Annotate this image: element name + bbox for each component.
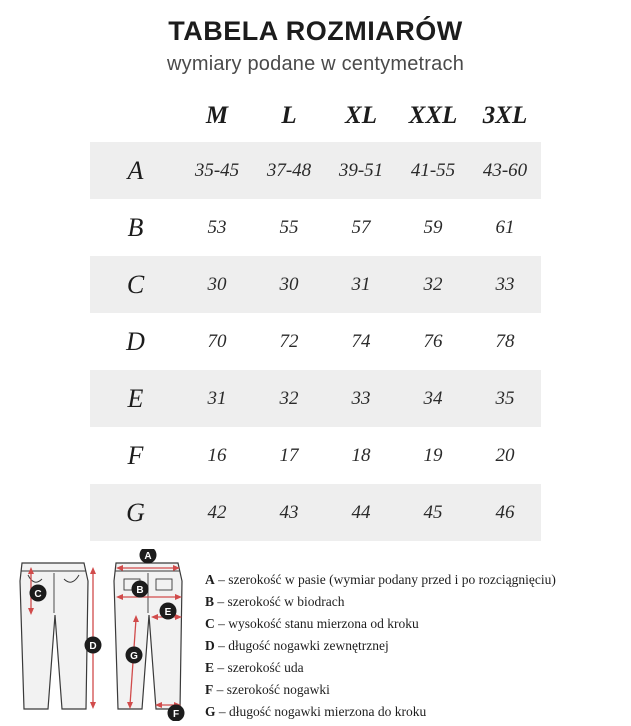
size-table	[90, 90, 541, 541]
column-header-l: L	[253, 90, 325, 142]
cell-b-xl: 57	[325, 199, 397, 256]
column-header-m: M	[181, 90, 253, 142]
cell-a-m: 35-45	[181, 142, 253, 199]
page-title: TABELA ROZMIARÓW	[168, 16, 463, 46]
legend-text-f: – szerokość nogawki	[216, 682, 330, 698]
cell-c-xxl: 32	[397, 256, 469, 313]
cell-g-m: 42	[181, 484, 253, 541]
cell-a-xl: 39-51	[325, 142, 397, 199]
size-table-wrapper	[0, 90, 631, 541]
cell-e-m: 31	[181, 370, 253, 427]
marker-d	[85, 637, 102, 654]
svg-text:E: E	[164, 607, 172, 619]
table-row	[90, 370, 541, 427]
cell-e-3xl: 35	[469, 370, 541, 427]
legend-key-g: G	[205, 704, 216, 720]
cell-c-m: 30	[181, 256, 253, 313]
legend-text-a: – szerokość w pasie (wymiar podany przed i po rozciągnięciu)	[218, 572, 556, 588]
row-label-b: B	[90, 199, 181, 256]
cell-e-xxl: 34	[397, 370, 469, 427]
cell-b-l: 55	[253, 199, 325, 256]
cell-d-xl: 74	[325, 313, 397, 370]
cell-g-3xl: 46	[469, 484, 541, 541]
row-label-a: A	[90, 142, 181, 199]
svg-text:C: C	[34, 589, 42, 601]
cell-b-m: 53	[181, 199, 253, 256]
table-row	[90, 199, 541, 256]
svg-text:F: F	[172, 709, 180, 721]
marker-c	[30, 585, 47, 602]
cell-f-xl: 18	[325, 427, 397, 484]
cell-d-3xl: 78	[469, 313, 541, 370]
table-header-row	[90, 90, 541, 142]
row-label-e: E	[90, 370, 181, 427]
legend-item-g	[205, 701, 625, 723]
svg-text:D: D	[89, 641, 97, 653]
row-label-g: G	[90, 484, 181, 541]
trousers-front-view	[20, 563, 96, 709]
cell-b-3xl: 61	[469, 199, 541, 256]
header	[0, 0, 631, 76]
cell-d-xxl: 76	[397, 313, 469, 370]
column-header-xxl: XXL	[397, 90, 469, 142]
table-header	[90, 90, 541, 142]
table-row	[90, 484, 541, 541]
cell-b-xxl: 59	[397, 199, 469, 256]
cell-e-xl: 33	[325, 370, 397, 427]
table-row	[90, 256, 541, 313]
cell-d-m: 70	[181, 313, 253, 370]
legend-key-b: B	[205, 594, 215, 610]
cell-c-l: 30	[253, 256, 325, 313]
cell-f-xxl: 19	[397, 427, 469, 484]
legend-text-c: – wysokość stanu mierzona od kroku	[218, 616, 419, 632]
legend-item-b	[205, 591, 625, 613]
cell-c-xl: 31	[325, 256, 397, 313]
trousers-diagram	[8, 549, 198, 721]
legend	[205, 569, 625, 723]
row-label-f: F	[90, 427, 181, 484]
bottom-section	[0, 549, 631, 724]
table-row	[90, 142, 541, 199]
cell-f-m: 16	[181, 427, 253, 484]
legend-key-f: F	[205, 682, 214, 698]
svg-text:B: B	[136, 585, 144, 597]
legend-item-d	[205, 635, 625, 657]
cell-f-l: 17	[253, 427, 325, 484]
cell-g-l: 43	[253, 484, 325, 541]
legend-key-e: E	[205, 660, 215, 676]
marker-f	[168, 705, 185, 722]
legend-text-g: – długość nogawki mierzona do kroku	[218, 704, 427, 720]
legend-item-a	[205, 569, 625, 591]
row-label-d: D	[90, 313, 181, 370]
cell-a-xxl: 41-55	[397, 142, 469, 199]
svg-text:G: G	[130, 651, 138, 663]
svg-text:A: A	[144, 551, 152, 563]
legend-text-e: – szerokość uda	[217, 660, 304, 676]
legend-item-c	[205, 613, 625, 635]
marker-g	[126, 647, 143, 664]
table-body	[90, 142, 541, 541]
legend-text-b: – szerokość w biodrach	[217, 594, 345, 610]
legend-item-f	[205, 679, 625, 701]
table-corner-cell	[90, 90, 181, 142]
legend-item-e	[205, 657, 625, 679]
legend-key-d: D	[205, 638, 215, 654]
column-header-xl: XL	[325, 90, 397, 142]
page-subtitle: wymiary podane w centymetrach	[166, 53, 465, 76]
column-header-3xl: 3XL	[469, 90, 541, 142]
cell-a-3xl: 43-60	[469, 142, 541, 199]
marker-a	[140, 549, 157, 564]
cell-g-xxl: 45	[397, 484, 469, 541]
marker-e	[160, 603, 177, 620]
table-row	[90, 313, 541, 370]
table-row	[90, 427, 541, 484]
cell-a-l: 37-48	[253, 142, 325, 199]
cell-f-3xl: 20	[469, 427, 541, 484]
marker-b	[132, 581, 149, 598]
legend-text-d: – długość nogawki zewnętrznej	[218, 638, 389, 654]
cell-c-3xl: 33	[469, 256, 541, 313]
cell-e-l: 32	[253, 370, 325, 427]
cell-d-l: 72	[253, 313, 325, 370]
cell-g-xl: 44	[325, 484, 397, 541]
legend-key-a: A	[205, 572, 215, 588]
legend-key-c: C	[205, 616, 215, 632]
row-label-c: C	[90, 256, 181, 313]
trousers-back-view	[114, 563, 182, 709]
